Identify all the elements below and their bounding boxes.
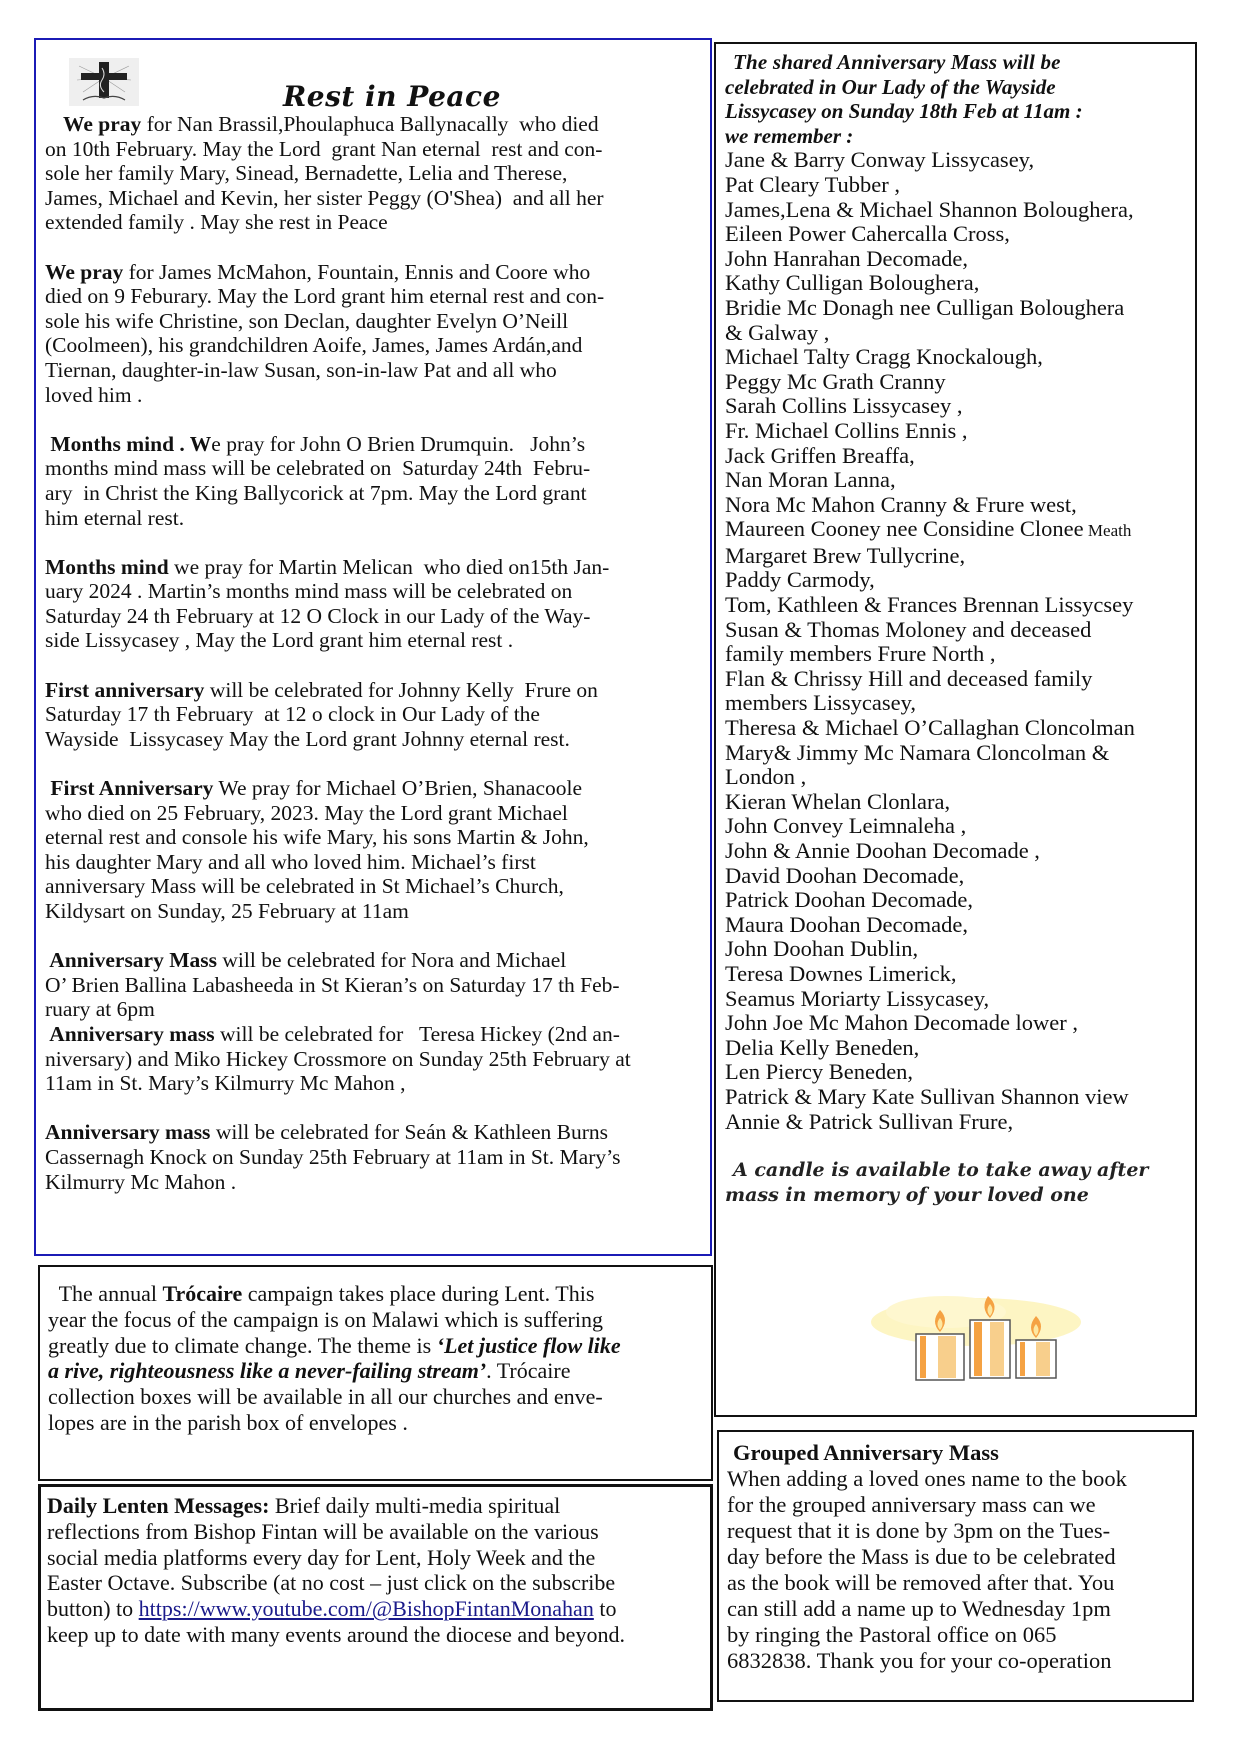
remembered-name [725, 937, 1189, 962]
notice-text: sole her family Mary, Sinead, Bernadette, Lelia and Therese, [45, 161, 568, 186]
notice-text: ary in Christ the King Ballycorick at 7pm. May the Lord grant [45, 480, 587, 505]
remembered-name [725, 1085, 1189, 1110]
spacer [45, 407, 702, 432]
notice-line [45, 1120, 702, 1145]
remembered-name [725, 296, 1189, 321]
name-text: family members Frure North , [725, 641, 996, 667]
name-text: John Joe Mc Mahon Decomade lower , [725, 1010, 1079, 1036]
remembered-name [725, 1011, 1189, 1036]
name-text: Margaret Brew Tullycrine, [725, 542, 966, 568]
notice-text: O’ Brien Ballina Labasheeda in St Kieran’s on Saturday 17 th Feb- [45, 972, 620, 997]
name-text: Peggy Mc Grath Cranny [725, 368, 946, 394]
notice-line [45, 260, 702, 285]
name-text: John Convey Leimnaleha , [725, 813, 967, 839]
name-text: Michael Talty Cragg Knockalough, [725, 344, 1043, 370]
notice-line [45, 997, 702, 1022]
name-text: Kathy Culligan Boloughera, [725, 270, 980, 296]
lenten-line [47, 1596, 704, 1622]
notice-line [45, 973, 702, 998]
notice-text: side Lissycasey , May the Lord grant him eternal rest . [45, 628, 514, 653]
candle-note-line: mass in memory of your loved one [725, 1183, 1089, 1206]
spacer [45, 653, 702, 678]
notice-line [45, 948, 702, 973]
grouped-anniversary-panel [717, 1430, 1194, 1702]
notice-line [45, 456, 702, 481]
remembered-name [725, 345, 1189, 370]
name-text: Mary& Jimmy Mc Namara Cloncolman & [725, 739, 1110, 765]
rip-header [45, 50, 702, 116]
trocaire-theme: ‘Let justice flow like [436, 1332, 621, 1358]
name-text: David Doohan Decomade, [725, 862, 965, 888]
intro-line: we remember : [725, 123, 854, 148]
notice-lead: First anniversary [45, 677, 205, 702]
remembered-name [725, 517, 1189, 544]
notice-line [45, 776, 702, 801]
lenten-messages-panel [38, 1484, 713, 1711]
name-text: Nora Mc Mahon Cranny & Frure west, [725, 491, 1077, 517]
notice-text: anniversary Mass will be celebrated in St Michael’s Church, [45, 874, 564, 899]
notice-lead: Anniversary mass [45, 1021, 215, 1046]
name-text: Tom, Kathleen & Frances Brennan Lissycsey [725, 592, 1134, 618]
notice-line [45, 210, 702, 235]
notice-text: Wayside Lissycasey May the Lord grant Johnny eternal rest. [45, 726, 570, 751]
lenten-line [47, 1493, 704, 1519]
notice-line [45, 137, 702, 162]
notice-text: uary 2024 . Martin’s months mind mass will be celebrated on [45, 579, 573, 604]
intro-line: The shared Anniversary Mass will be [733, 50, 1061, 74]
name-text: Patrick & Mary Kate Sullivan Shannon view [725, 1083, 1129, 1109]
remembered-name [725, 667, 1189, 692]
notice-line [45, 801, 702, 826]
notice-text: will be celebrated for Teresa Hickey (2nd an- [214, 1021, 620, 1046]
remembered-name [725, 1060, 1189, 1085]
notice-line [45, 333, 702, 358]
notice-text: for James McMahon, Fountain, Ennis and Coore who [123, 259, 591, 284]
remembered-name [725, 888, 1189, 913]
remembered-name [725, 247, 1189, 272]
lenten-line: social media platforms every day for Lent, Holy Week and the [47, 1544, 596, 1570]
name-suffix: Meath [1083, 521, 1132, 541]
name-text: Eileen Power Cahercalla Cross, [725, 221, 1010, 247]
name-text: Annie & Patrick Sullivan Frure, [725, 1108, 1014, 1134]
notice-text: Tiernan, daughter-in-law Susan, son-in-law Pat and all who [45, 357, 557, 382]
remembered-name [725, 444, 1189, 469]
remembered-name [725, 962, 1189, 987]
candle-note [725, 1158, 1189, 1207]
notice-text: on 10th February. May the Lord grant Nan eternal rest and con- [45, 136, 603, 161]
spacer [45, 530, 702, 555]
notice-text: We pray for Michael O’Brien, Shanacoole [213, 776, 583, 801]
notice-line [45, 702, 702, 727]
name-text: London , [725, 764, 807, 790]
name-text: John Hanrahan Decomade, [725, 245, 969, 271]
notice-text: we pray for Martin Melican who died on15th Jan- [168, 554, 610, 579]
grouped-line: as the book will be removed after that. You [727, 1570, 1115, 1595]
spacer [45, 235, 702, 260]
notice-lead: We pray [63, 112, 142, 136]
remembered-name [725, 568, 1189, 593]
remembered-name [725, 790, 1189, 815]
remembered-names-list [725, 148, 1189, 1134]
rest-in-peace-panel [34, 38, 712, 1256]
notice-line [45, 579, 702, 604]
remembered-name [725, 173, 1189, 198]
notice-text: loved him . [45, 382, 143, 407]
notice-text: Cassernagh Knock on Sunday 25th February at 11am in St. Mary’s [45, 1144, 621, 1169]
name-text: John Doohan Dublin, [725, 936, 919, 962]
grouped-line: When adding a loved ones name to the book [727, 1466, 1127, 1491]
notice-lead: First Anniversary [45, 776, 214, 801]
remembered-name [725, 593, 1189, 618]
trocaire-name: Trócaire [162, 1281, 243, 1306]
grouped-line: for the grouped anniversary mass can we [727, 1492, 1096, 1517]
name-text: Seamus Moriarty Lissycasey, [725, 985, 990, 1011]
remembered-name [725, 1036, 1189, 1061]
notice-text: Saturday 24 th February at 12 O Clock in our Lady of the Way- [45, 603, 591, 628]
lenten-line: keep up to date with many events around the diocese and beyond. [47, 1621, 625, 1647]
spacer [45, 751, 702, 776]
notice-line [45, 727, 702, 752]
notice-line [45, 1047, 702, 1072]
name-text: Maureen Cooney nee Considine Clonee [725, 516, 1084, 542]
rip-title: Rest in Peace [283, 80, 501, 113]
name-text: Susan & Thomas Moloney and deceased [725, 616, 1092, 642]
trocaire-line: collection boxes will be available in all our churches and enve- [48, 1384, 603, 1410]
trocaire-line [48, 1281, 703, 1307]
notice-lead: Anniversary mass [45, 1120, 211, 1145]
grouped-body [727, 1466, 1184, 1674]
notice-text: Kildysart on Sunday, 25 February at 11am [45, 899, 409, 923]
remembered-name [725, 148, 1189, 173]
lenten-line: Easter Octave. Subscribe (at no cost – just click on the subscribe [47, 1570, 616, 1596]
name-text: Maura Doohan Decomade, [725, 911, 969, 937]
notice-line [45, 874, 702, 899]
trocaire-line: year the focus of the campaign is on Malawi which is suffering [48, 1306, 603, 1332]
remembered-name [725, 765, 1189, 790]
name-text: Jane & Barry Conway Lissycasey, [725, 147, 1035, 173]
cross-icon [69, 58, 139, 106]
trocaire-line [48, 1358, 703, 1384]
remembered-name [725, 741, 1189, 766]
notice-lead: We pray [45, 259, 124, 284]
name-text: Bridie Mc Donagh nee Culligan Boloughera [725, 294, 1125, 320]
notice-text: James, Michael and Kevin, her sister Peggy (O'Shea) and all her [45, 185, 604, 210]
name-text: members Lissycasey, [725, 690, 916, 716]
shared-intro [725, 50, 1189, 148]
name-text: Nan Moran Lanna, [725, 467, 896, 493]
remembered-name [725, 642, 1189, 667]
youtube-link[interactable]: https://www.youtube.com/@BishopFintanMonahan [138, 1596, 594, 1622]
grouped-line: day before the Mass is due to be celebrated [727, 1544, 1116, 1569]
notice-line [45, 678, 702, 703]
name-text: Paddy Carmody, [725, 567, 875, 593]
remembered-name [725, 271, 1189, 296]
name-text: Fr. Michael Collins Ennis , [725, 417, 968, 443]
name-text: James,Lena & Michael Shannon Boloughera, [725, 196, 1134, 222]
grouped-line: by ringing the Pastoral office on 065 [727, 1622, 1057, 1647]
intro-line: Lissycasey on Sunday 18th Feb at 11am : [725, 99, 1083, 124]
text: . Trócaire [486, 1358, 571, 1384]
notice-text: 11am in St. Mary’s Kilmurry Mc Mahon , [45, 1071, 406, 1096]
remembered-name [725, 913, 1189, 938]
lenten-title: Daily Lenten Messages: [47, 1493, 270, 1518]
notice-text: e pray for John O Brien Drumquin. John’s [211, 431, 586, 456]
grouped-title: Grouped Anniversary Mass [733, 1440, 999, 1465]
notice-lead: Months mind . W [45, 431, 212, 456]
text: Brief daily multi-media spiritual [269, 1493, 561, 1518]
name-text: Len Piercy Beneden, [725, 1059, 914, 1085]
rip-notices [45, 112, 702, 1194]
notice-line [45, 432, 702, 457]
notice-line [45, 825, 702, 850]
trocaire-panel [38, 1265, 713, 1481]
notice-line [45, 161, 702, 186]
notice-line [45, 850, 702, 875]
notice-lead: Anniversary Mass [45, 948, 217, 973]
grouped-line: 6832838. Thank you for your co-operation [727, 1648, 1112, 1673]
spacer [45, 924, 702, 949]
intro-line: celebrated in Our Lady of the Wayside [725, 74, 1056, 99]
remembered-name [725, 198, 1189, 223]
remembered-name [725, 222, 1189, 247]
notice-line [45, 1071, 702, 1096]
notice-text: (Coolmeen), his grandchildren Aoife, James, James Ardán,and [45, 333, 583, 358]
remembered-name [725, 1110, 1189, 1135]
name-text: John & Annie Doohan Decomade , [725, 838, 1040, 863]
notice-line [45, 506, 702, 531]
notice-text: Saturday 17 th February at 12 o clock in Our Lady of the [45, 702, 540, 727]
notice-line [45, 309, 702, 334]
notice-text: extended family . May she rest in Peace [45, 210, 388, 235]
remembered-name [725, 468, 1189, 493]
notice-line [45, 1170, 702, 1195]
notice-text: ruary at 6pm [45, 997, 155, 1022]
notice-text: niversary) and Miko Hickey Crossmore on Sunday 25th February at [45, 1046, 631, 1071]
spacer [45, 1096, 702, 1121]
trocaire-line [48, 1333, 703, 1359]
notice-text: him eternal rest. [45, 505, 185, 530]
name-text: Delia Kelly Beneden, [725, 1034, 920, 1060]
notice-line [45, 604, 702, 629]
remembered-name [725, 814, 1189, 839]
name-text: Teresa Downes Limerick, [725, 960, 957, 986]
notice-line [45, 1022, 702, 1047]
remembered-name [725, 370, 1189, 395]
lenten-line: reflections from Bishop Fintan will be available on the various [47, 1518, 599, 1544]
shared-anniversary-panel [714, 42, 1197, 1417]
remembered-name [725, 544, 1189, 569]
remembered-name [725, 321, 1189, 346]
remembered-name [725, 419, 1189, 444]
notice-text: Kilmurry Mc Mahon . [45, 1169, 237, 1194]
notice-text: months mind mass will be celebrated on Saturday 24th Febru- [45, 456, 591, 481]
trocaire-line: lopes are in the parish box of envelopes . [48, 1409, 408, 1435]
grouped-line: request that it is done by 3pm on the Tues- [727, 1518, 1111, 1543]
remembered-name [725, 987, 1189, 1012]
text: greatly due to climate change. The theme is [48, 1332, 437, 1358]
notice-line [45, 555, 702, 580]
notice-line [45, 284, 702, 309]
notice-text: his daughter Mary and all who loved him. Michael’s first [45, 849, 536, 874]
name-text: Sarah Collins Lissycasey , [725, 393, 963, 419]
name-text: Patrick Doohan Decomade, [725, 887, 974, 913]
remembered-name [725, 394, 1189, 419]
name-text: Jack Griffen Breaffa, [725, 442, 915, 468]
notice-text: sole his wife Christine, son Declan, daughter Evelyn O’Neill [45, 308, 569, 333]
notice-line [45, 383, 702, 408]
trocaire-theme: a rive, righteousness like a never-failing stream’ [48, 1358, 487, 1384]
remembered-name [725, 493, 1189, 518]
remembered-name [725, 839, 1189, 864]
notice-text: died on 9 Feburary. May the Lord grant him eternal rest and con- [45, 284, 605, 309]
notice-text: will be celebrated for Johnny Kelly Frure on [204, 677, 598, 702]
grouped-line: can still add a name up to Wednesday 1pm [727, 1596, 1111, 1621]
notice-line [45, 186, 702, 211]
notice-lead: Months mind [45, 554, 169, 579]
name-text: Pat Cleary Tubber , [725, 171, 901, 197]
name-text: Theresa & Michael O’Callaghan Cloncolman [725, 715, 1135, 741]
notice-line [45, 481, 702, 506]
notice-text: who died on 25 February, 2023. May the Lord grant Michael [45, 800, 568, 825]
notice-text: for Nan Brassil,Phoulaphuca Ballynacally who died [141, 112, 599, 136]
text: The annual [48, 1281, 163, 1306]
name-text: Kieran Whelan Clonlara, [725, 788, 951, 814]
text: to [593, 1596, 617, 1622]
notice-line [45, 1145, 702, 1170]
notice-line [45, 899, 702, 924]
remembered-name [725, 691, 1189, 716]
remembered-name [725, 864, 1189, 889]
name-text: Flan & Chrissy Hill and deceased family [725, 665, 1093, 691]
remembered-name [725, 716, 1189, 741]
notice-line [45, 628, 702, 653]
remembered-name [725, 618, 1189, 643]
notice-text: will be celebrated for Nora and Michael [217, 948, 567, 973]
candles-icon [866, 1282, 1086, 1382]
candle-note-line: A candle is available to take away after [733, 1159, 1149, 1182]
notice-line [45, 358, 702, 383]
text: campaign takes place during Lent. This [242, 1281, 595, 1306]
notice-text: eternal rest and console his wife Mary, his sons Martin & John, [45, 825, 589, 850]
text: button) to [47, 1596, 139, 1622]
name-text: & Galway , [725, 319, 830, 345]
notice-text: will be celebrated for Seán & Kathleen Burns [210, 1120, 609, 1145]
